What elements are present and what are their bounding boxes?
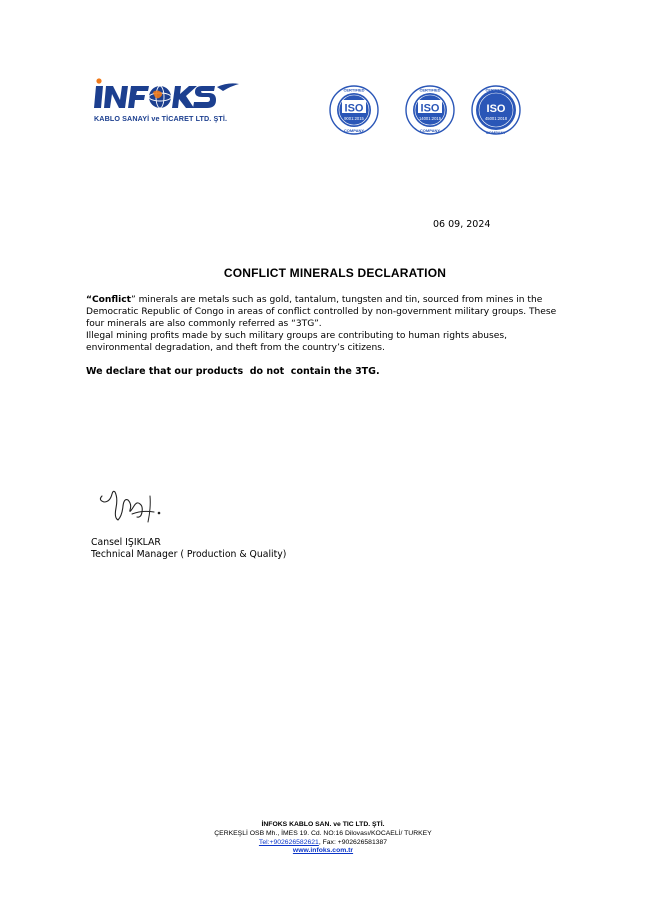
signatory-position: Technical Manager ( Production & Quality) bbox=[91, 549, 287, 561]
svg-text:ISO: ISO bbox=[420, 102, 440, 115]
footer-contact bbox=[0, 839, 646, 848]
conflict-term: “Conflict bbox=[86, 295, 131, 305]
footer-address: ÇERKEŞLİ OSB Mh., İMES 19. Cd. NO:16 Dilovası/KOCAELİ/ TURKEY bbox=[214, 829, 432, 837]
svg-text:9001:2015: 9001:2015 bbox=[344, 116, 364, 121]
iso-14001-badge bbox=[404, 84, 456, 136]
iso-9001-badge bbox=[328, 84, 380, 136]
declaration-statement: We declare that our products do not contain the 3TG. bbox=[86, 366, 380, 377]
svg-text:ISO: ISO bbox=[486, 103, 506, 115]
document-title: CONFLICT MINERALS DECLARATION bbox=[223, 266, 447, 280]
svg-text:ISO: ISO bbox=[344, 102, 364, 115]
svg-text:COMPANY: COMPANY bbox=[419, 128, 441, 133]
footer-fax: , Fax: +902626581387 bbox=[318, 838, 388, 846]
page-footer bbox=[0, 821, 646, 856]
paragraph-conflict-definition bbox=[86, 294, 566, 330]
company-logo bbox=[93, 78, 243, 128]
svg-text:COMPANY: COMPANY bbox=[343, 128, 365, 133]
svg-text:CERTIFIED: CERTIFIED bbox=[343, 87, 365, 93]
svg-text:14001:2015: 14001:2015 bbox=[418, 116, 442, 121]
logo-graphic bbox=[93, 78, 241, 110]
svg-text:45001:2018: 45001:2018 bbox=[484, 116, 508, 121]
document-date: 06 09, 2024 bbox=[433, 219, 491, 230]
svg-text:CERTIFIED: CERTIFIED bbox=[419, 87, 441, 93]
signatory-block bbox=[91, 537, 286, 561]
signatory-name: Cansel IŞIKLAR bbox=[91, 537, 161, 548]
svg-text:COMPANY: COMPANY bbox=[485, 130, 507, 135]
iso-45001-badge bbox=[470, 84, 522, 136]
company-subtitle: KABLO SANAYİ ve TİCARET LTD. ŞTİ. bbox=[94, 114, 228, 123]
logo-wordmark bbox=[93, 78, 241, 108]
handwritten-signature bbox=[96, 484, 166, 526]
paragraph-illegal-mining: Illegal mining profits made by such military groups are contributing to human rights abuses, environmental degradation, and theft from the country’s citizens. bbox=[86, 331, 508, 354]
conflict-definition-text: ” minerals are metals such as gold, tantalum, tungsten and tin, sourced from mines in the Democratic Republic of Congo in areas of conflict controlled by non-government military groups. These four minerals are also commonly referred as “3TG”. bbox=[86, 295, 557, 330]
footer-tel-link[interactable]: Tel:+902626582621 bbox=[258, 838, 319, 846]
svg-text:CERTIFIED: CERTIFIED bbox=[485, 87, 507, 93]
footer-company: İNFOKS KABLO SAN. ve TIC LTD. ŞTİ. bbox=[261, 821, 385, 828]
footer-website-link[interactable]: www.infoks.com.tr bbox=[292, 847, 354, 855]
